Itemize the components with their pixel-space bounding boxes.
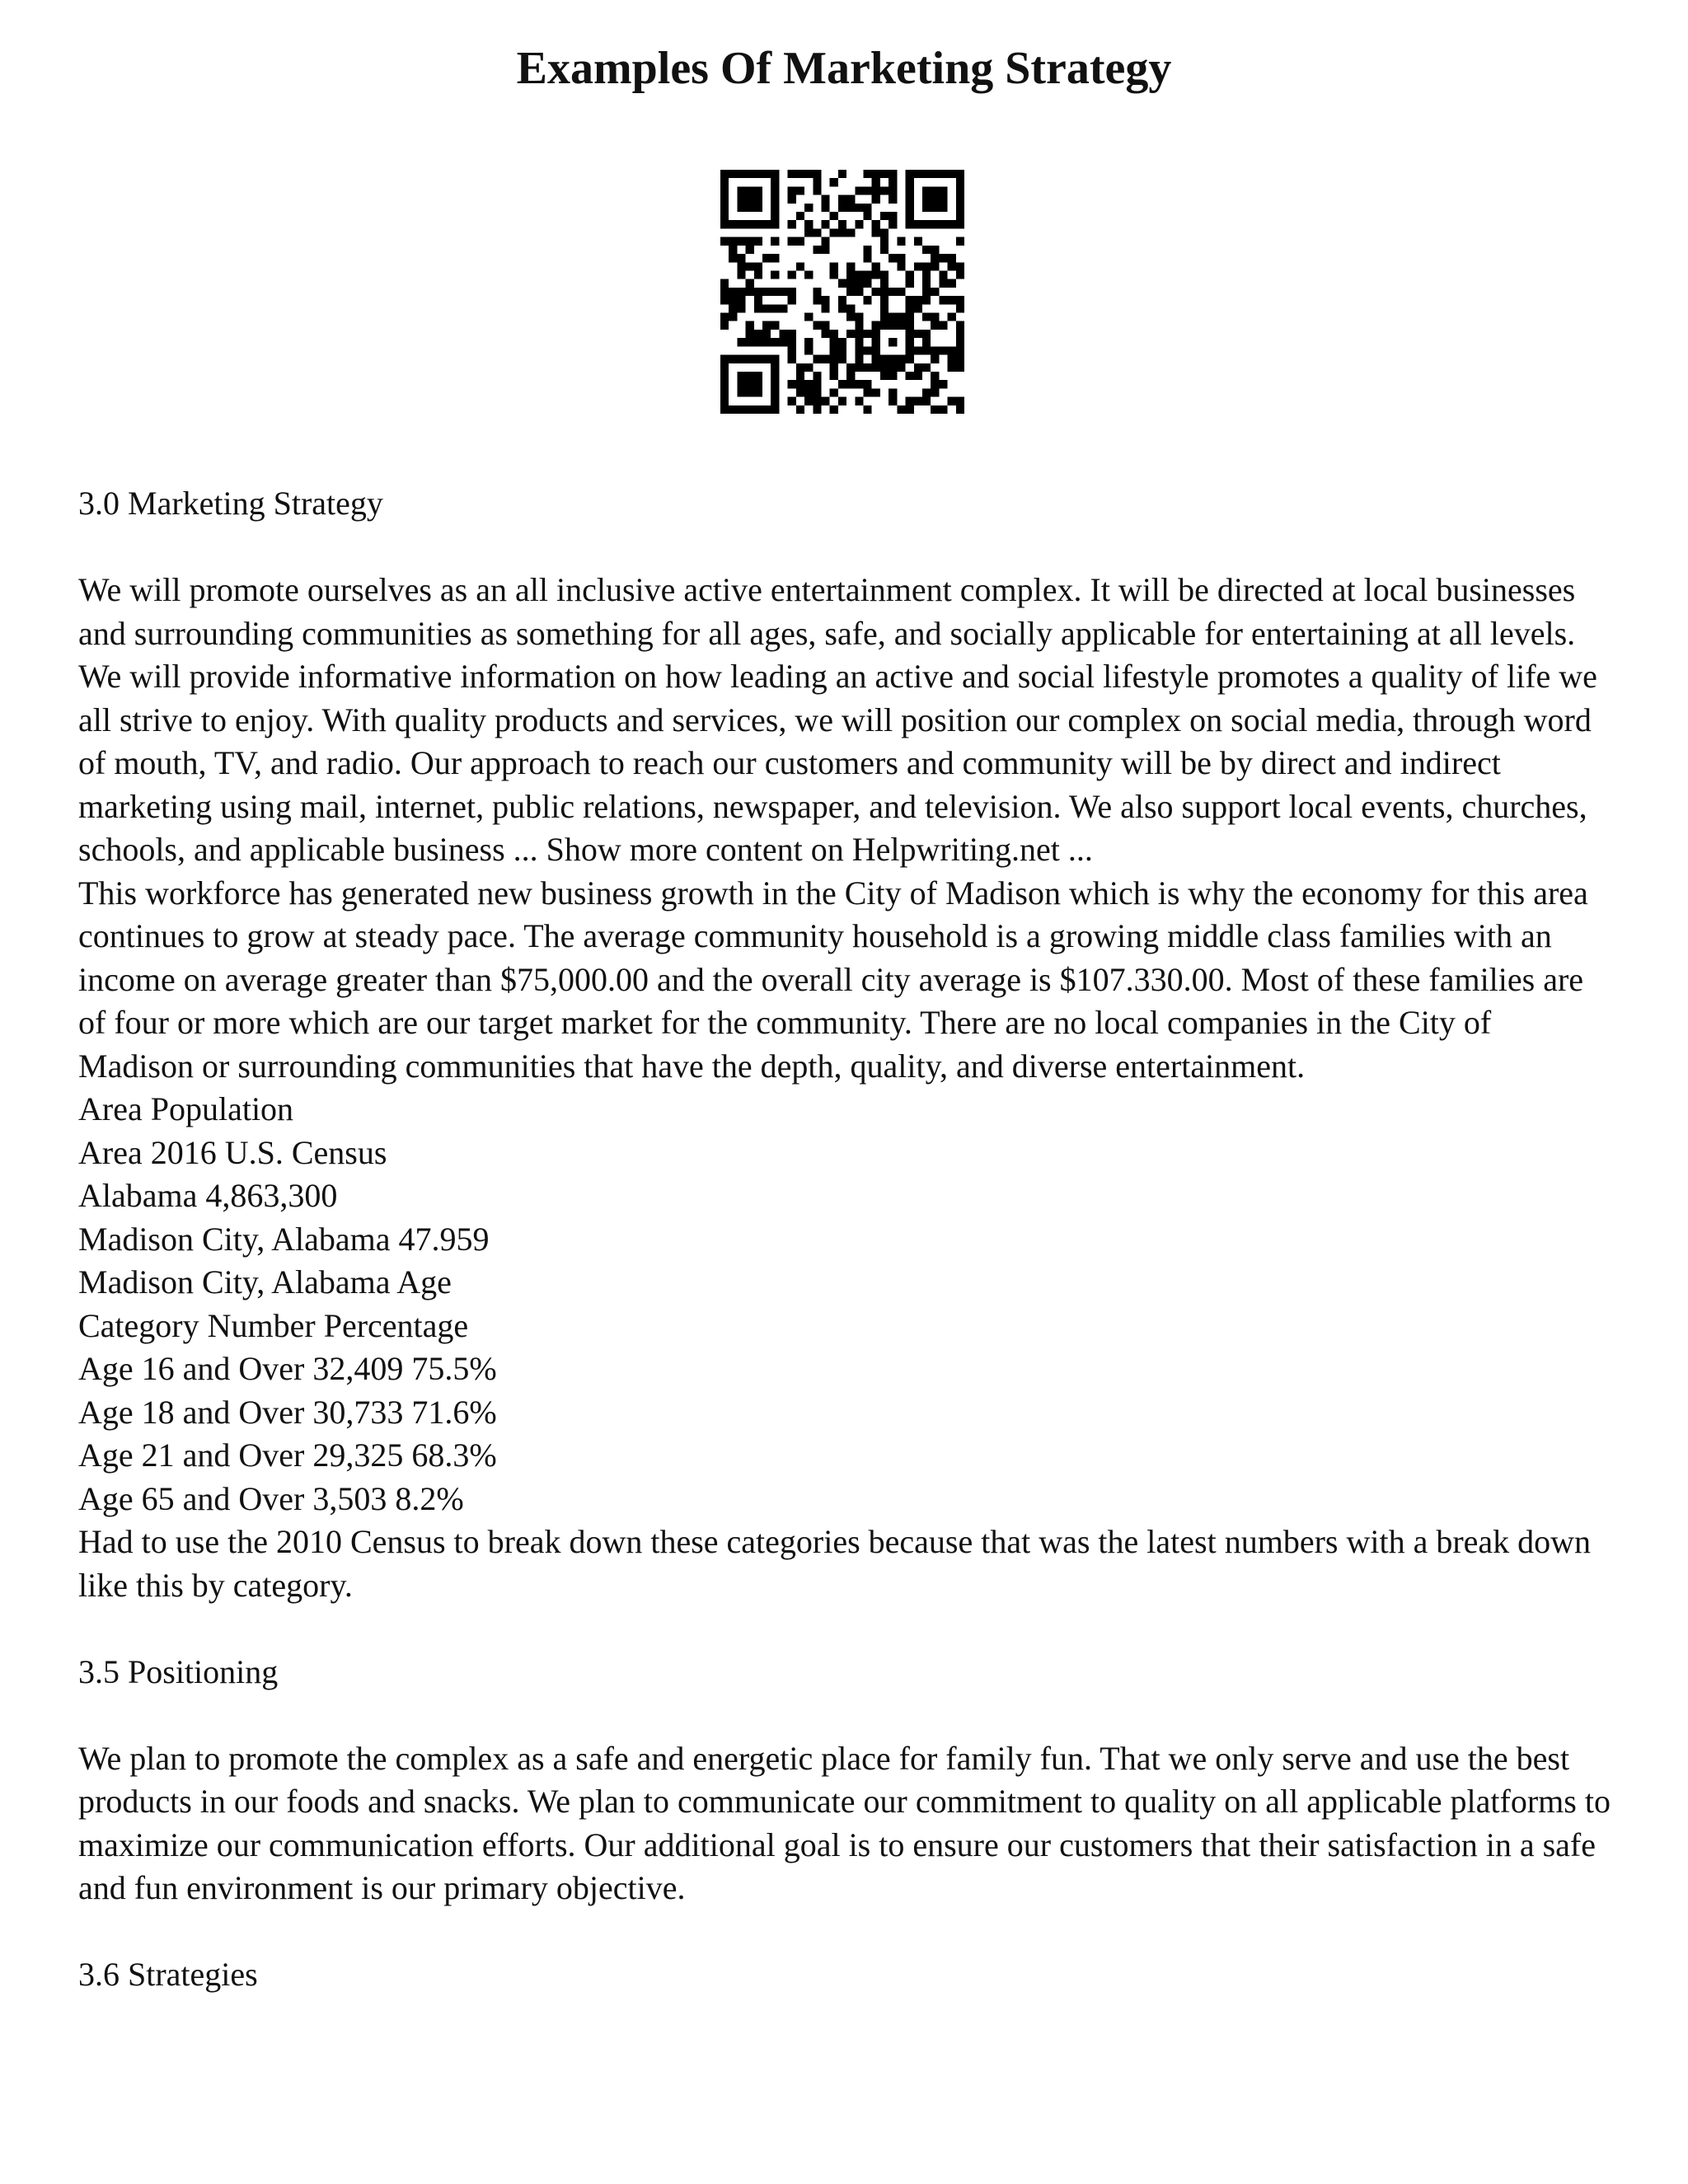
spacer	[78, 1607, 1611, 1651]
population-line: Alabama 4,863,300	[78, 1177, 338, 1214]
workforce-paragraph: This workforce has generated new business growth in the City of Madison which is why the economy for this area continues to grow at steady pace. The average community household is a growing middle class families with an income on average greater than $75,000.00 and the overall city average is $107.330.00. Most of these families are of four or more which are our target market for the community. There are no local companies in the City of Madison or surrounding communities that have the depth, quality, and diverse entertainment.	[78, 874, 1588, 1085]
population-line: Area 2016 U.S. Census	[78, 1133, 387, 1171]
qr-code-icon	[720, 170, 964, 414]
document-body	[78, 482, 1611, 1997]
document-title: Examples Of Marketing Strategy	[516, 43, 1172, 94]
population-line: Madison City, Alabama 47.959	[78, 1220, 490, 1258]
positioning-paragraph: We plan to promote the complex as a safe and energetic place for family fun. That we only serve and use the best products in our foods and snacks. We plan to communicate our commitment to quality on all applicable platforms to maximize our communication efforts. Our additional goal is to ensure our customers that their satisfaction in a safe and fun environment is our primary objective.	[78, 1739, 1611, 1906]
spacer	[78, 1910, 1611, 1954]
population-line: Age 65 and Over 3,503 8.2%	[78, 1479, 464, 1517]
spacer	[78, 1694, 1611, 1737]
marketing-strategy-paragraph: We will promote ourselves as an all inclusive active entertainment complex. It will be directed at local businesses and surrounding communities as something for all ages, safe, and socially applicable for entertaining at all levels. We will provide informative information on how leading an active and social lifestyle promotes a quality of life we all strive to enjoy. With quality products and services, we will position our complex on social media, through word of mouth, TV, and radio. Our approach to reach our customers and community will be by direct and indirect marketing using mail, internet, public relations, newspaper, and television. We also support local events, churches, schools, and applicable business ... Show more content on Helpwriting.net ...	[78, 571, 1597, 868]
section-heading-marketing-strategy: 3.0 Marketing Strategy	[78, 485, 383, 522]
section-heading-strategies: 3.6 Strategies	[78, 1956, 258, 1993]
spacer	[78, 526, 1611, 569]
section-heading-positioning: 3.5 Positioning	[78, 1652, 279, 1690]
population-line: Area Population	[78, 1090, 294, 1127]
census-note-paragraph: Had to use the 2010 Census to break down these categories because that was the latest numbers with a break down like this by category.	[78, 1523, 1592, 1604]
population-list	[78, 1088, 1611, 1521]
population-line: Age 18 and Over 30,733 71.6%	[78, 1393, 497, 1431]
population-line: Madison City, Alabama Age	[78, 1263, 452, 1301]
population-line: Category Number Percentage	[78, 1306, 469, 1344]
population-line: Age 21 and Over 29,325 68.3%	[78, 1436, 497, 1474]
population-line: Age 16 and Over 32,409 75.5%	[78, 1350, 497, 1387]
